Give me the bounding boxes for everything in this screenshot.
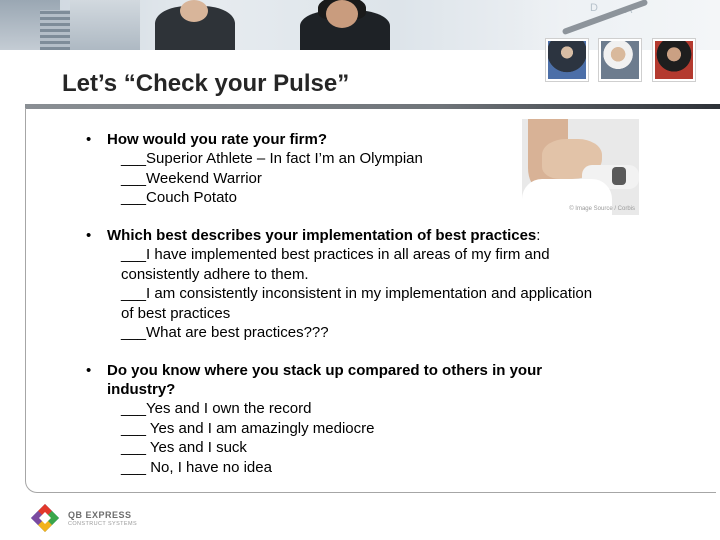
slide-title: Let’s “Check your Pulse” [62, 70, 350, 97]
map-background-image: D [520, 0, 720, 50]
question-2-option: ___I am consistently inconsistent in my implementation and application [121, 285, 593, 302]
building-image [70, 0, 140, 50]
question-3-line-2: industry? [107, 381, 176, 398]
logo-name: QB EXPRESS [68, 510, 132, 520]
question-2-option-continued: of best practices [121, 304, 231, 322]
question-3-option: ___ Yes and I am amazingly mediocre [121, 419, 375, 437]
question-3-option: ___ No, I have no idea [121, 458, 272, 476]
thumbnail-photo-1 [545, 38, 589, 82]
businessman-head-image [180, 0, 208, 22]
question-3-option: ___ Yes and I suck [121, 439, 247, 456]
bullet-marker: • [86, 227, 92, 244]
question-2 [107, 226, 540, 245]
businesswoman-head-image [326, 0, 358, 28]
pulse-check-photo [522, 119, 639, 215]
question-2-option-continued: consistently adhere to them. [121, 265, 309, 283]
building-image [40, 10, 70, 50]
question-1-option: ___Couch Potato [121, 189, 237, 206]
question-1: How would you rate your firm? [107, 131, 328, 148]
question-2-text: Which best describes your implementation of best practices [107, 227, 537, 244]
bullet-marker: • [86, 362, 92, 379]
thumbnail-photo-3 [652, 38, 696, 82]
question-2-option: ___I have implemented best practices in all areas of my firm and [121, 246, 550, 263]
question-2-suffix: : [536, 227, 541, 244]
question-2-option: ___What are best practices??? [121, 324, 329, 341]
question-1-option: ___Superior Athlete – In fact I’m an Olympian [121, 150, 423, 167]
logo-subtitle: CONSTRUCT SYSTEMS [68, 521, 138, 527]
bullet-marker: • [86, 131, 92, 148]
question-1-option: ___Weekend Warrior [121, 169, 262, 187]
watch-icon [612, 167, 626, 185]
qb-express-logo-icon [30, 503, 60, 533]
photo-credit: © Image Source / Corbis [569, 206, 635, 212]
thumbnail-photo-2 [598, 38, 642, 82]
question-3-option: ___Yes and I own the record [121, 400, 312, 417]
question-3-line-1: Do you know where you stack up compared to others in your [107, 362, 543, 379]
